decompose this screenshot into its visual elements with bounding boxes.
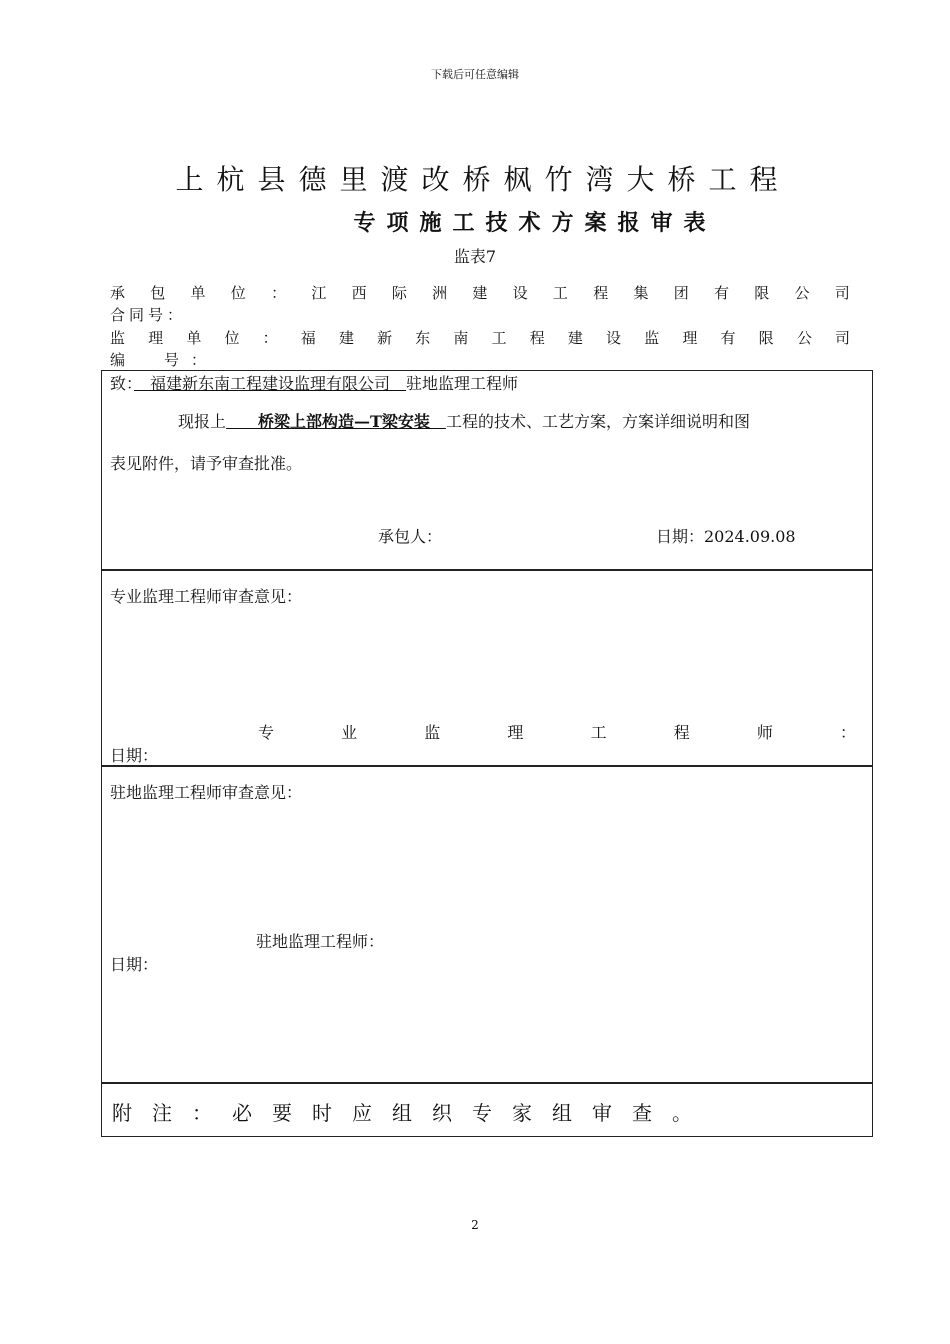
specialist-sign-char: 专: [258, 723, 275, 742]
supervisor-char: 建: [567, 329, 583, 347]
contract-no-label: 合同号：: [110, 306, 187, 324]
supervisor-row: [110, 327, 850, 348]
supervisor-char: 有: [720, 329, 736, 347]
specialist-engineer-signature: [258, 720, 856, 743]
contractor-char: 包: [150, 284, 166, 302]
supervisor-char: 单: [186, 329, 202, 347]
specialist-sign-char: 监: [424, 723, 441, 742]
contractor-char: 承: [110, 284, 126, 302]
specialist-sign-char: 业: [341, 723, 358, 742]
contractor-char: 程: [593, 284, 609, 302]
supervisor-char: 监: [110, 329, 126, 347]
specialist-sign-char: 理: [507, 723, 524, 742]
supervisor-char: 理: [148, 329, 164, 347]
supervisor-char: 工: [491, 329, 507, 347]
contractor-char: 西: [351, 284, 367, 302]
specialist-review-section: [101, 569, 873, 767]
report-line-2: 表见附件，请予审查批准。: [110, 454, 303, 473]
submission-section: [101, 370, 873, 571]
specialist-sign-char: 工: [590, 723, 607, 742]
contractor-char: 际: [391, 284, 407, 302]
supervisor-char: 监: [644, 329, 660, 347]
serial-no-label: 编 号：: [110, 351, 219, 369]
contractor-char: 工: [552, 284, 568, 302]
header-note: 下载后可任意编辑: [431, 68, 519, 81]
page-number: 2: [471, 1218, 479, 1232]
addressee-line: [110, 371, 518, 394]
supervisor-char: 位: [224, 329, 240, 347]
specialist-sign-char: 程: [673, 723, 690, 742]
form-title: 专项施工技术方案报审表: [353, 210, 717, 236]
contractor-char: 司: [834, 284, 850, 302]
contractor-char: 有: [713, 284, 729, 302]
specialist-sign-char: ：: [839, 723, 856, 742]
contractor-char: 单: [190, 284, 206, 302]
report-suffix: 工程的技术、工艺方案，方案详细说明和图: [445, 412, 750, 431]
resident-engineer-signature: 驻地监理工程师：: [256, 932, 385, 951]
contractor-char: 洲: [432, 284, 448, 302]
document-title: 上杭县德里渡改桥枫竹湾大桥工程: [175, 163, 791, 196]
supervisor-char: 设: [606, 329, 622, 347]
specialist-sign-char: 师: [756, 723, 773, 742]
form-code: 监表7: [453, 247, 497, 266]
note-section: [101, 1082, 873, 1137]
supervisor-char: 公: [796, 329, 812, 347]
contractor-signature: 承包人：: [378, 527, 443, 546]
submission-date: 日期：2024.09.08: [656, 527, 796, 546]
contractor-char: 集: [633, 284, 649, 302]
report-project: 桥梁上部构造—T梁安装: [226, 412, 446, 431]
contractor-char: 设: [512, 284, 528, 302]
supervisor-char: 南: [453, 329, 469, 347]
specialist-date-label: 日期：: [110, 746, 159, 765]
resident-review-section: [101, 765, 873, 1084]
contractor-char: 团: [673, 284, 689, 302]
addressee-org: 福建新东南工程建设监理有限公司: [134, 374, 407, 393]
note-text: 附注：必要时应组织专家组审查。: [112, 1101, 712, 1125]
supervisor-char: 东: [415, 329, 431, 347]
contractor-char: ：: [271, 284, 287, 302]
contractor-char: 公: [794, 284, 810, 302]
contractor-row: [110, 282, 850, 303]
resident-date-label: 日期：: [110, 955, 159, 974]
supervisor-char: 程: [529, 329, 545, 347]
supervisor-char: 限: [758, 329, 774, 347]
supervisor-char: 新: [377, 329, 393, 347]
resident-review-heading: 驻地监理工程师审查意见：: [110, 783, 303, 802]
report-prefix: 现报上: [178, 412, 227, 431]
specialist-review-heading: 专业监理工程师审查意见：: [110, 587, 303, 606]
supervisor-char: 福: [300, 329, 316, 347]
report-line: [178, 409, 750, 432]
addressee-prefix: 致：: [110, 374, 135, 393]
contractor-char: 限: [754, 284, 770, 302]
supervisor-char: 司: [834, 329, 850, 347]
contractor-char: 建: [472, 284, 488, 302]
addressee-suffix: 驻地监理工程师: [406, 374, 519, 393]
supervisor-char: ：: [262, 329, 278, 347]
supervisor-char: 建: [338, 329, 354, 347]
contractor-char: 江: [311, 284, 327, 302]
contractor-char: 位: [230, 284, 246, 302]
supervisor-char: 理: [682, 329, 698, 347]
